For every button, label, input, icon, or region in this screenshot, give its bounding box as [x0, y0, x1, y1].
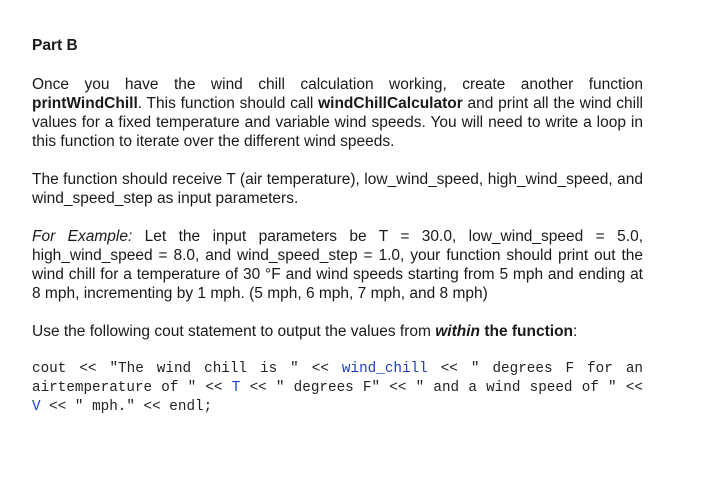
function-name-windchillcalculator: windChillCalculator — [318, 95, 463, 112]
code-var-v: V — [32, 399, 41, 415]
cout-instruction-bold — [435, 323, 573, 340]
code-segment-4: << " mph." << endl; — [40, 399, 213, 415]
code-segment-3: << " degrees F" << " and a wind speed of " << — [240, 380, 643, 396]
cout-instruction-text-2: : — [573, 323, 578, 340]
example-label: For Example: — [32, 228, 133, 245]
parameters-text: The function should receive T (air temperature), low_wind_speed, high_wind_speed, and wind_speed_step as input parameters. — [32, 171, 643, 207]
cout-code-block — [32, 360, 643, 417]
function-name-printwindchill: printWindChill — [32, 95, 138, 112]
cout-instruction-the-function: the function — [480, 323, 574, 340]
code-segment-2: << " degrees F for an airtemperature of " << — [32, 361, 643, 396]
example-text: Let the input parameters be T = 30.0, low_wind_speed = 5.0, high_wind_speed = 8.0, and wind_speed_step = 1.0, your function should print out the wind chill for a temperature of 30 °F and wind speeds starting from 5 mph and ending at 8 mph, incrementing by 1 mph. (5 mph, 6 mph, 7 mph, and 8 mph) — [32, 228, 643, 302]
code-var-wind-chill: wind_chill — [341, 361, 428, 377]
document-page — [32, 36, 643, 417]
parameters-paragraph — [32, 170, 643, 208]
example-paragraph — [32, 227, 643, 303]
code-var-t: T — [231, 380, 241, 396]
intro-paragraph — [32, 75, 643, 151]
intro-text-3: and print all the wind chill values for a fixed temperature and variable wind speeds. You will need to write a loop in this function to iterate over the different wind speeds. — [32, 95, 643, 150]
cout-instruction-paragraph — [32, 322, 643, 341]
intro-text-1: Once you have the wind chill calculation working, create another function — [32, 76, 643, 93]
section-heading: Part B — [32, 37, 78, 54]
cout-instruction-within: within — [435, 323, 481, 340]
intro-text-2: . This function should call — [137, 95, 319, 112]
code-segment-1: cout << "The wind chill is " << — [32, 361, 342, 377]
cout-instruction-text-1: Use the following cout statement to output the values from — [32, 323, 436, 340]
